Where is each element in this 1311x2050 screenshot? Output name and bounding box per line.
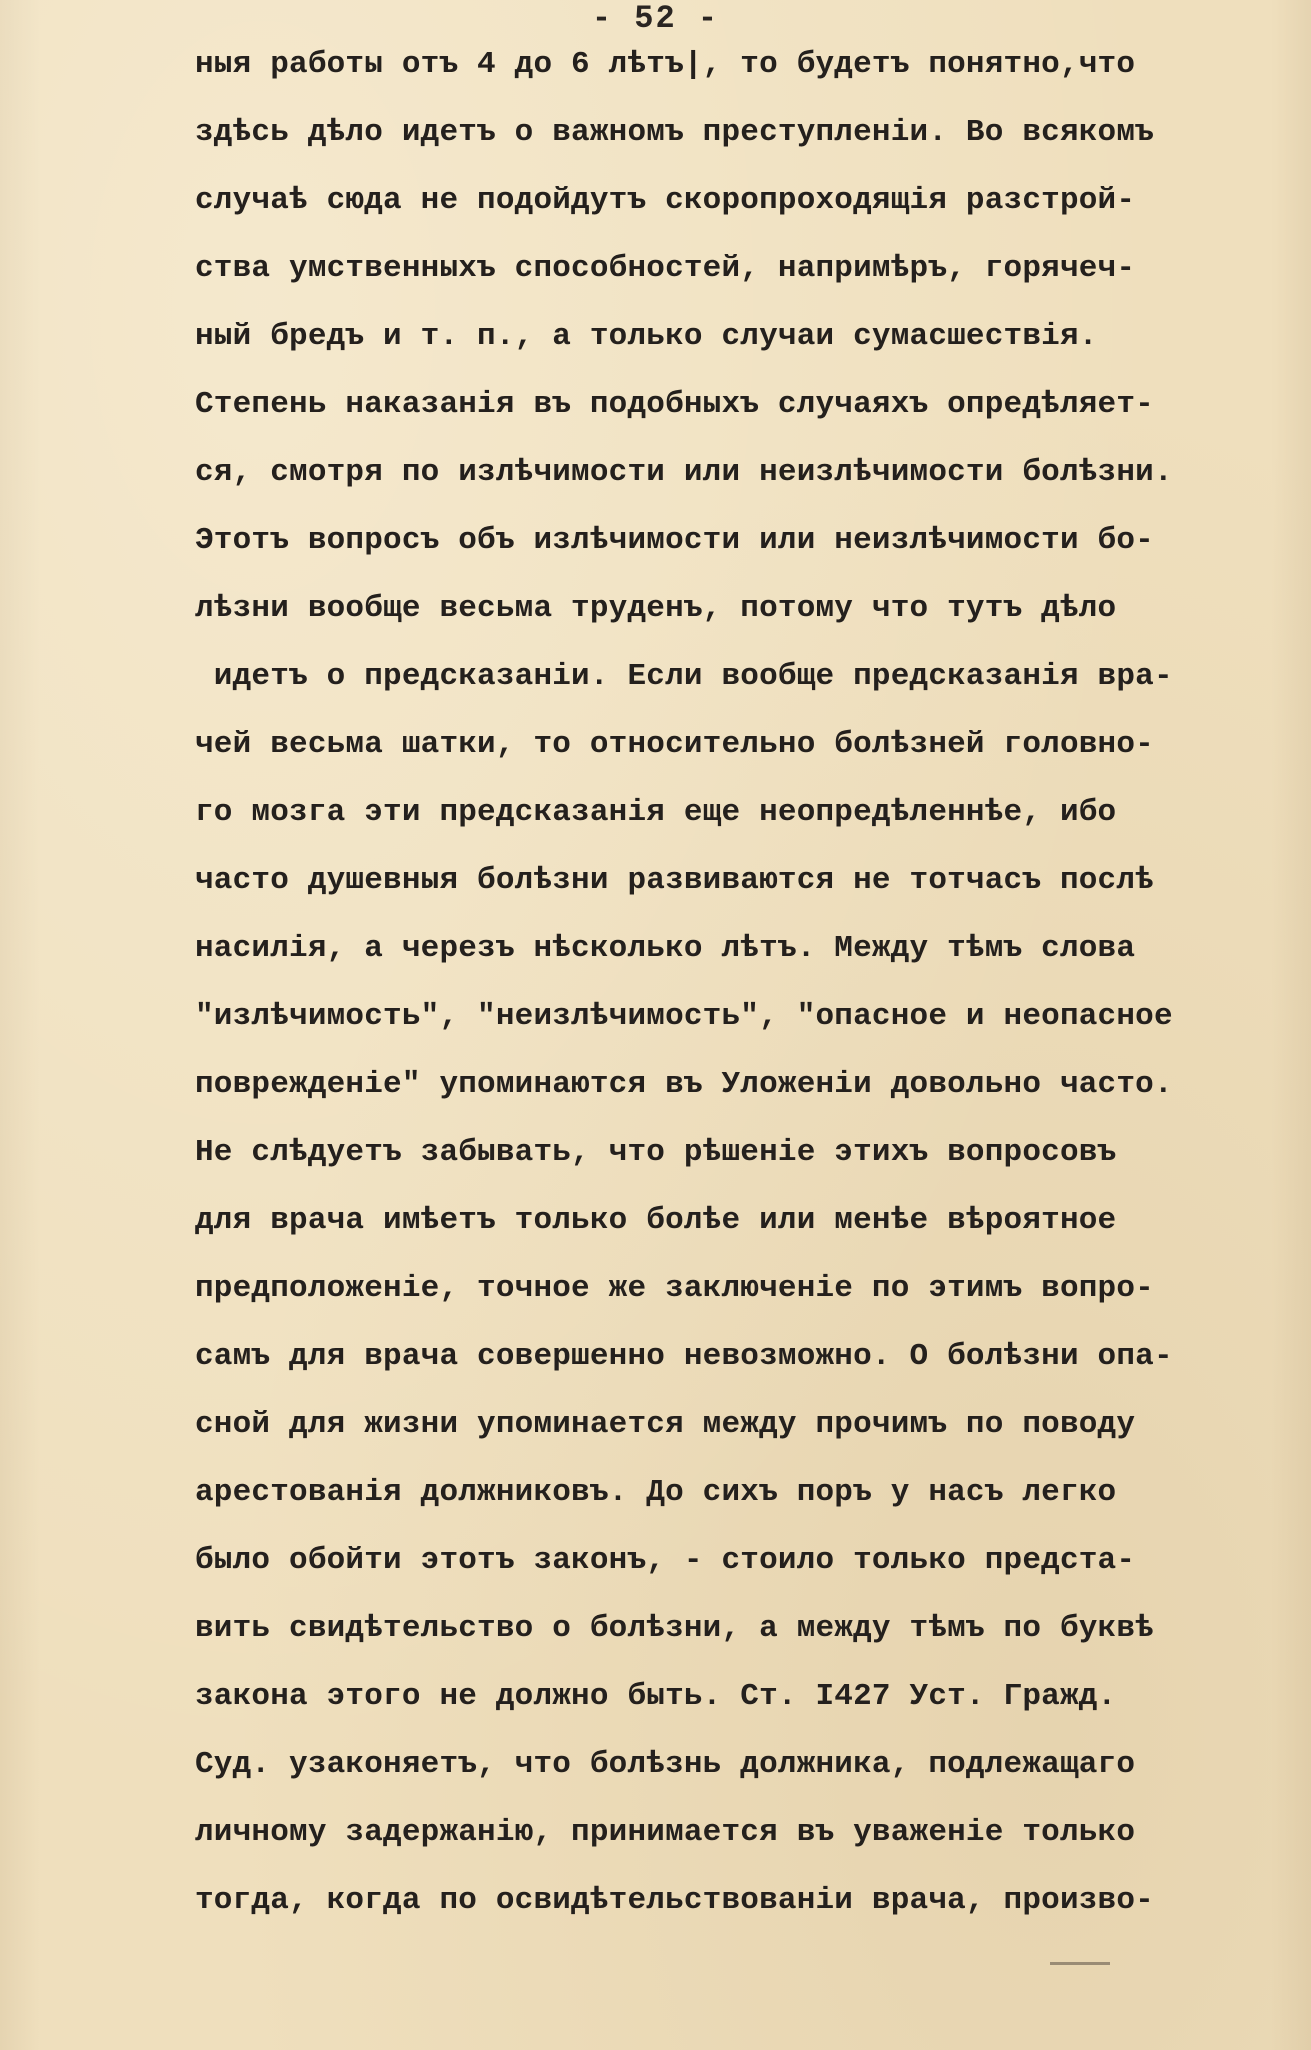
ink-smudge [1050,1962,1110,1965]
text-line: идетъ о предсказаніи. Если вообще предсказанія вра- [195,659,1173,694]
text-line: личному задержанію, принимается въ уваженіе только [195,1815,1136,1850]
text-line: ный бредъ и т. п., а только случаи сумасшествія. [195,319,1098,354]
page-number: - 52 - [591,0,720,37]
text-line: для врача имѣетъ только болѣе или менѣе вѣроятное [195,1203,1117,1238]
text-line: часто душевныя болѣзни развиваются не тотчасъ послѣ [195,863,1154,898]
text-line: лѣзни вообще весьма труденъ, потому что тутъ дѣло [195,591,1117,626]
text-line: сной для жизни упоминается между прочимъ по поводу [195,1407,1136,1442]
text-line: самъ для врача совершенно невозможно. О болѣзни опа- [195,1339,1173,1374]
text-line: здѣсь дѣло идетъ о важномъ преступленіи. Во всякомъ [195,115,1154,150]
text-line: ныя работы отъ 4 до 6 лѣтъ|, то будетъ понятно,что [195,47,1136,82]
text-line: было обойти этотъ законъ, - стоило только предста- [195,1543,1136,1578]
text-line: Не слѣдуетъ забывать, что рѣшеніе этихъ вопросовъ [195,1135,1117,1170]
text-line: Суд. узаконяетъ, что болѣзнь должника, подлежащаго [195,1747,1136,1782]
text-line: арестованія должниковъ. До сихъ поръ у насъ легко [195,1475,1117,1510]
text-line: Этотъ вопросъ объ излѣчимости или неизлѣчимости бо- [195,523,1154,558]
text-line: вить свидѣтельство о болѣзни, а между тѣмъ по буквѣ [195,1611,1154,1646]
text-line: предположеніе, точное же заключеніе по этимъ вопро- [195,1271,1154,1306]
text-line: "излѣчимость", "неизлѣчимость", "опасное и неопасное [195,999,1173,1034]
text-line: случаѣ сюда не подойдутъ скоропроходящія разстрой- [195,183,1136,218]
text-line: Степень наказанія въ подобныхъ случаяхъ опредѣляет- [195,387,1154,422]
text-line: закона этого не должно быть. Ст. I427 Уст. Гражд. [195,1679,1117,1714]
text-line: поврежденіе" упоминаются въ Уложеніи довольно часто. [195,1067,1173,1102]
text-line: го мозга эти предсказанія еще неопредѣленнѣе, ибо [195,795,1117,830]
text-line: ся, смотря по излѣчимости или неизлѣчимости болѣзни. [195,455,1173,490]
text-line: насилія, а черезъ нѣсколько лѣтъ. Между тѣмъ слова [195,931,1136,966]
text-line: чей весьма шатки, то относительно болѣзней головно- [195,727,1154,762]
text-line: ства умственныхъ способностей, напримѣръ, горячеч- [195,251,1136,286]
text-line: тогда, когда по освидѣтельствованіи врача, произво- [195,1883,1154,1918]
